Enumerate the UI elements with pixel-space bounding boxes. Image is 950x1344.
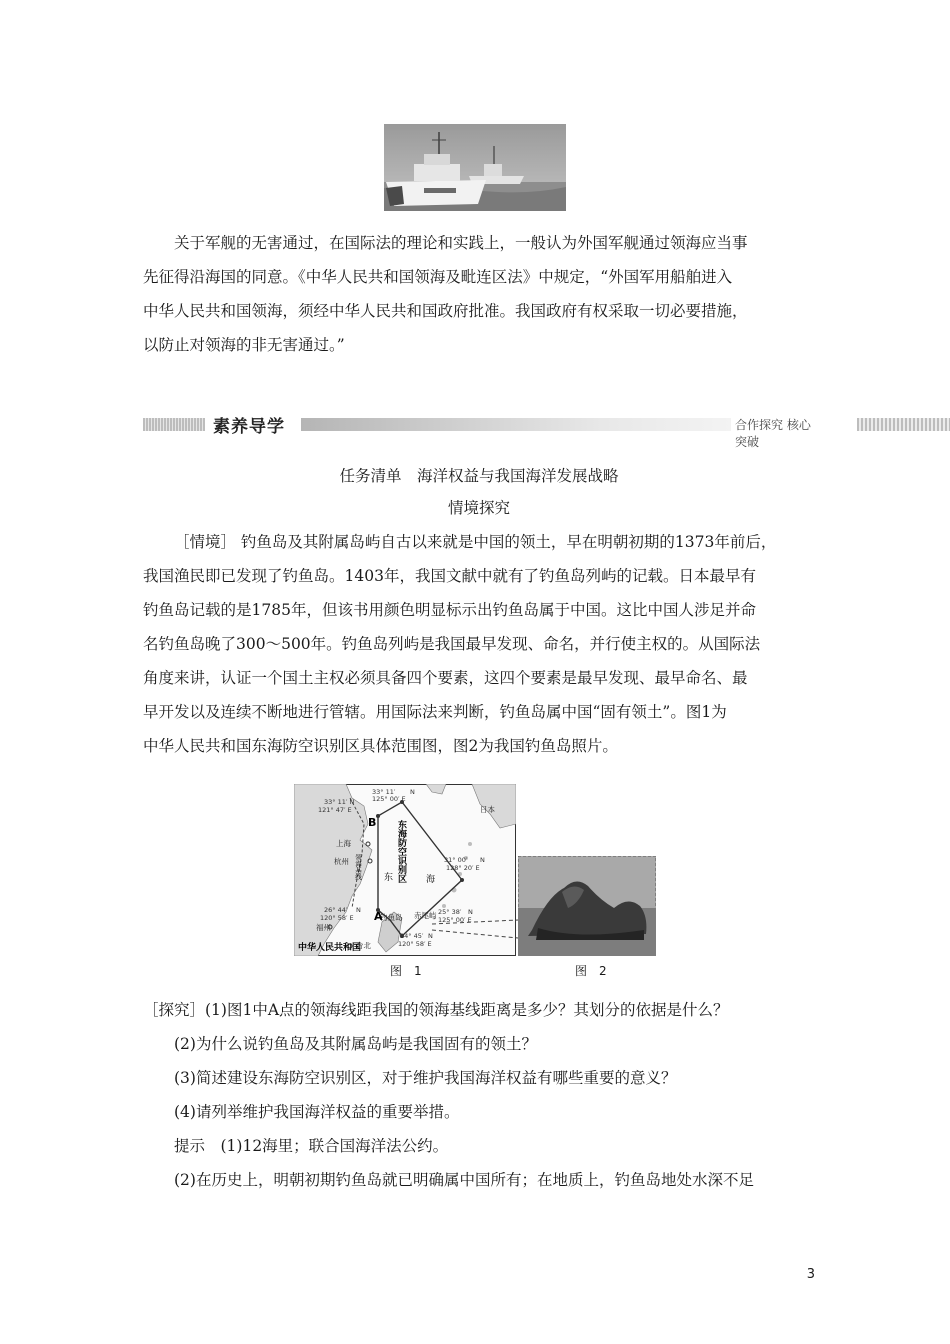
para-line: 角度来讲，认证一个国土主权必须具备四个要素，这四个要素是最早发现、最早命名、最: [143, 669, 748, 687]
inquiry-questions: [143, 993, 815, 1197]
coord-label: 121° 47′ E: [318, 806, 352, 814]
sea-label: 海: [426, 875, 436, 885]
coord-label: 120° 58′ E: [320, 914, 354, 922]
situation-paragraph: [143, 525, 815, 763]
ship-photo: [384, 124, 566, 211]
para-line: 以防止对领海的非无害通过。”: [143, 336, 345, 354]
question-line: (3)简述建设东海防空识别区，对于维护我国海洋权益有哪些重要的意义？: [174, 1069, 677, 1087]
hint-line: (2)在历史上，明朝初期钓鱼岛就已明确属中国所有；在地质上，钓鱼岛地处水深不足: [174, 1171, 754, 1189]
coord-label: N: [410, 788, 415, 796]
task-title: 任务清单 海洋权益与我国海洋发展战略: [339, 467, 619, 485]
para-line: 中华人民共和国东海防空识别区具体范围图，图2为我国钓鱼岛照片。: [143, 737, 618, 755]
coord-label: N: [428, 932, 433, 940]
zone-label: 东海防空识别区: [396, 820, 406, 883]
para-line: ［情境］ 钓鱼岛及其附属岛屿自古以来就是中国的领土，早在明朝初期的1373年前后，: [174, 533, 777, 551]
sea-label: 东: [384, 873, 394, 883]
question-line: ［探究］(1)图1中A点的领海线距我国的领海基线距离是多少？其划分的依据是什么？: [143, 1001, 729, 1019]
section-title: 情境探究: [447, 499, 510, 517]
figure-2-caption: 图 2: [575, 964, 607, 978]
country-label: 日本: [480, 805, 495, 814]
banner-title: 素养导学: [213, 417, 285, 437]
banner-stripe-left: [143, 418, 205, 431]
coord-label: 24° 45′: [400, 932, 424, 940]
banner-stripe-middle: [301, 418, 731, 431]
coord-label: 31° 00′: [444, 856, 468, 864]
para-line: 关于军舰的无害通过，在国际法的理论和实践上，一般认为外国军舰通过领海应当事: [174, 234, 748, 252]
island-photo: [518, 856, 656, 956]
section-banner: [143, 414, 815, 449]
island-label: 钓鱼岛: [380, 913, 403, 922]
city-label: 福州: [316, 923, 331, 932]
question-line: (2)为什么说钓鱼岛及其附属岛屿是我国固有的领土？: [174, 1035, 537, 1053]
coord-label: 33° 11′ N: [324, 798, 355, 806]
coord-label: N: [480, 856, 485, 864]
coord-label: N: [468, 908, 473, 916]
figure-1-caption: 图 1: [390, 964, 422, 978]
country-label: 中华人民共和国: [298, 943, 362, 953]
para-line: 我国渔民即已发现了钓鱼岛。1403年，我国文献中就有了钓鱼岛列屿的记载。日本最早有: [143, 567, 756, 585]
city-label: 杭州: [334, 857, 349, 866]
banner-stripe-right: [857, 418, 950, 431]
para-line: 钓鱼岛记载的是1785年，但该书用颜色明显标示出钓鱼岛属于中国。这比中国人涉足并命: [143, 601, 756, 619]
city-label: 台北: [356, 941, 371, 950]
coord-label: 125° 00′ E: [372, 795, 406, 803]
question-line: (4)请列举维护我国海洋权益的重要举措。: [174, 1103, 460, 1121]
leader-line: [430, 918, 522, 942]
banner-subtitle: 合作探究 核心突破: [735, 418, 811, 449]
coord-label: N: [356, 906, 361, 914]
coord-label: 26° 44′: [324, 906, 348, 914]
coord-label: 125° 00′ E: [438, 916, 472, 924]
coord-label: 128° 20′ E: [446, 864, 480, 872]
para-line: 早开发以及连续不断地进行管辖。用国际法来判断，钓鱼岛属中国“固有领土”。图1为: [143, 703, 727, 721]
hint-line: 提示 (1)12海里；联合国海洋法公约。: [174, 1137, 449, 1155]
coord-label: 120° 58′ E: [398, 940, 432, 948]
island-label: 赤尾屿: [414, 911, 437, 920]
para-line: 先征得沿海国的同意。《中华人民共和国领海及毗连区法》中规定，“外国军用船舶进入: [143, 268, 733, 286]
para-line: 名钓鱼岛晚了300～500年。钓鱼岛列屿是我国最早发现、命名，并行使主权的。从国际法: [143, 635, 761, 653]
point-a-label: A: [374, 910, 383, 923]
intro-paragraph: [143, 226, 815, 362]
para-line: 中华人民共和国领海，须经中华人民共和国政府批准。我国政府有权采取一切必要措施，: [143, 302, 748, 320]
page-number: 3: [806, 1267, 815, 1282]
point-b-label: B: [368, 816, 377, 829]
coord-label: 25° 38′: [438, 908, 462, 916]
baseline-label: 领海基线: [354, 854, 362, 880]
city-label: 上海: [336, 839, 351, 848]
coord-label: 33° 11′: [372, 788, 396, 796]
